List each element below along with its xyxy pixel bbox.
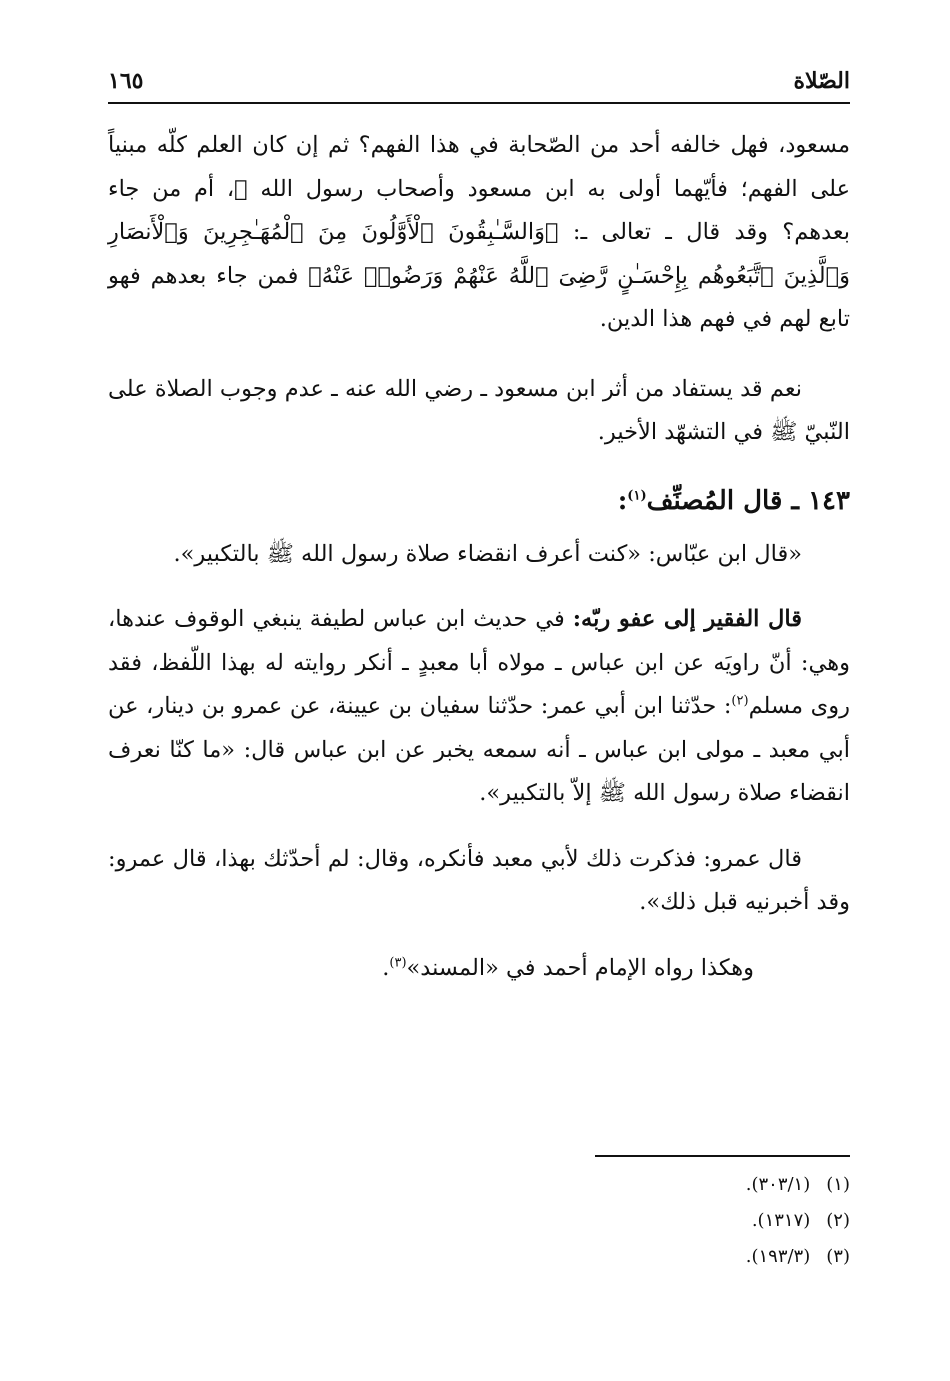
section-heading <box>108 477 850 525</box>
footnote-3-text: (١٩٣/٣). <box>745 1246 811 1267</box>
footnote-2 <box>108 1203 850 1239</box>
main-text <box>108 124 850 990</box>
paragraph-4 <box>108 598 850 816</box>
footnote-ref-3[interactable]: (٣) <box>389 955 407 970</box>
footnote-ref-1[interactable]: (١) <box>627 487 647 503</box>
paragraph-6-end: . <box>382 954 390 981</box>
paragraph-6-text: وهكذا رواه الإمام أحمد في «المسند» <box>406 954 754 981</box>
paragraph-6 <box>108 947 850 991</box>
paragraph-2: نعم قد يستفاد من أثر ابن مسعود ـ رضي الله عنه ـ عدم وجوب الصلاة على النّبيّ ﷺ في التشهّد الأخير. <box>108 375 850 445</box>
footnote-3 <box>108 1239 850 1275</box>
paragraph-4-part-a: في حديث ابن عباس لطيفة ينبغي الوقوف عندها، وهي: أنّ راويَه عن ابن عباس ـ مولاه أبا معبدٍ ـ أنكر روايته له بهذا اللّفظ، فقد روى مسلم <box>108 606 850 719</box>
page-number: ١٦٥ <box>108 68 144 94</box>
heading-colon: : <box>617 485 628 516</box>
footnotes <box>108 1155 850 1275</box>
footnote-3-number: (٣) <box>826 1246 850 1267</box>
footnote-1-number: (١) <box>826 1174 850 1195</box>
footnote-ref-2[interactable]: (٢) <box>731 693 749 709</box>
footnote-1 <box>108 1167 850 1203</box>
chapter-title: الصّلاة <box>793 68 850 94</box>
running-header <box>108 62 850 104</box>
author-lead: قال الفقير إلى عفو ربّه: <box>572 606 802 632</box>
paragraph-4-part-b: : حدّثنا ابن أبي عمر: حدّثنا سفيان بن عيينة، عن عمرو بن دينار، عن أبي معبد ـ مولى ابن عباس ـ أنه سمعه يخبر عن ابن عباس قال: «ما كنّا نعرف انقضاء صلاة رسول الله ﷺ إلاّ بالتكبير». <box>108 693 850 806</box>
paragraph-1: مسعود، فهل خالفه أحد من الصّحابة في هذا الفهم؟ ثم إن كان العلم كلّه مبنياً على الفهم؛ فأيّهما أولى به ابن مسعود وأصحاب رسول الله ﷺ، أم من جاء بعدهم؟ وقد قال ـ تعالى ـ: ﴿وَالسَّـٰبِقُونَ ٱلْأَوَّلُونَ مِنَ ٱلْمُهَـٰجِرِينَ وَٱلْأَنصَارِ وَٱلَّذِينَ ٱتَّبَعُوهُم بِإِحْسَـٰنٍ رَّضِىَ ٱللَّهُ عَنْهُمْ وَرَضُوا۟ عَنْهُ﴾ فمن جاء بعدهم فهو تابع لهم في فهم هذا الدين. <box>108 132 850 332</box>
footnote-2-text: (١٣١٧). <box>751 1210 811 1231</box>
book-page <box>108 62 850 1362</box>
footnote-2-number: (٢) <box>826 1210 850 1231</box>
heading-text: ١٤٣ ـ قال المُصنِّف <box>646 485 850 516</box>
footnote-divider <box>595 1155 850 1157</box>
footnote-1-text: (٣٠٣/١). <box>745 1174 811 1195</box>
paragraph-5: قال عمرو: فذكرت ذلك لأبي معبد فأنكره، وقال: لم أحدّثك بهذا، قال عمرو: وقد أخبرنيه قبل ذلك». <box>108 845 850 915</box>
quoted-text: «قال ابن عبّاس: «كنت أعرف انقضاء صلاة رسول الله ﷺ بالتكبير». <box>173 540 802 567</box>
